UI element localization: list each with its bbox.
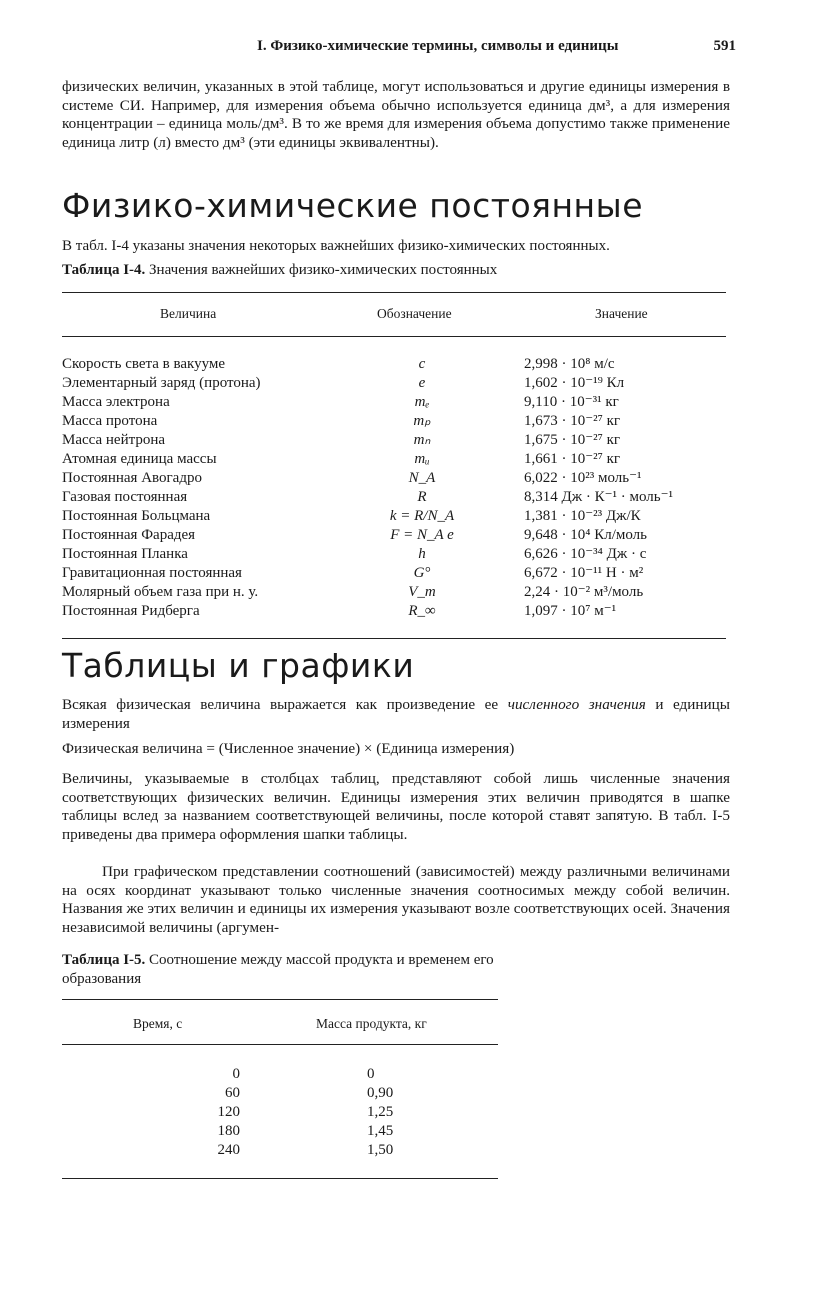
table4-row: [62, 602, 732, 621]
table4-cell-name: Атомная единица массы: [62, 451, 217, 467]
table4-row: [62, 526, 732, 545]
table5-caption-text: Соотношение между массой продукта и временем его образования: [62, 952, 494, 987]
table4-header-value: Значение: [595, 306, 648, 321]
table4-cell-value: 9,110 · 10⁻³¹ кг: [524, 394, 619, 410]
table4-cell-symbol: R_∞: [408, 603, 436, 619]
table4-top-rule: [62, 292, 726, 293]
table5-header-time: Время, с: [133, 1016, 183, 1031]
table5-cell-time: 180: [217, 1123, 240, 1139]
running-head: [62, 38, 736, 60]
table4-row: [62, 507, 732, 526]
table4-cell-value: 2,998 · 10⁸ м/с: [524, 356, 615, 372]
table4-cell-name: Масса нейтрона: [62, 432, 166, 448]
table4-row: [62, 488, 732, 507]
table4-cell-symbol: mᵤ: [414, 451, 430, 467]
table4-cell-name: Постоянная Ридберга: [62, 603, 200, 619]
table5-cell-time: 240: [217, 1142, 240, 1158]
table5-cell-time: 120: [217, 1104, 240, 1120]
tables-paragraph-1-em: численного значения: [507, 696, 646, 713]
intro-paragraph: физических величин, указанных в этой таблице, могут использоваться и другие единицы измерения в системе СИ. Например, для измерения объема обычно используется единица дм³, а для измерения концентрации – единица моль/дм³. В то же время для измерения объема допустимо также применение единица литр (л) вместо дм³ (эти единицы эквивалентны).: [62, 78, 730, 151]
tables-paragraph-2: Величины, указываемые в столбцах таблиц, представляют собой лишь численные значения соответствующих физических величин. Единицы измерения этих величин приводятся в шапке таблицы вслед за названием соответствующей величины, после которой ставят запятую. В табл. I-5 приведены два примера оформления шапки таблицы.: [62, 770, 730, 843]
table4-cell-symbol: N_A: [408, 470, 436, 486]
table4-cell-symbol: R: [417, 489, 427, 505]
table4-row: [62, 564, 732, 583]
table4-row: [62, 355, 732, 374]
table4-cell-symbol: mₚ: [413, 413, 431, 429]
table4-cell-value: 6,672 · 10⁻¹¹ Н · м²: [524, 565, 644, 581]
table4-cell-name: Масса протона: [62, 413, 158, 429]
table4-header-rule: [62, 336, 726, 337]
table5-cell-mass: 0,90: [367, 1085, 394, 1101]
table4-cell-name: Скорость света в вакууме: [62, 356, 226, 372]
table4-cell-name: Постоянная Авогадро: [62, 470, 202, 486]
table4-cell-name: Постоянная Планка: [62, 546, 188, 562]
table4-row: [62, 545, 732, 564]
table4-row: [62, 393, 732, 412]
table4-row: [62, 469, 732, 488]
table4-cell-name: Газовая постоянная: [62, 489, 188, 505]
table4-row: [62, 374, 732, 393]
table5-cell-time: 60: [225, 1085, 240, 1101]
table5-cell-mass: 1,45: [367, 1123, 394, 1139]
table4-cell-value: 1,673 · 10⁻²⁷ кг: [524, 413, 621, 429]
table5-caption: [62, 951, 502, 988]
table4-caption-text: Значения важнейших физико-химических постоянных: [145, 262, 498, 278]
table4-cell-symbol: G°: [413, 565, 431, 581]
table5-cell-time: 0: [232, 1066, 240, 1082]
table4-cell-name: Молярный объем газа при н. у.: [62, 584, 259, 600]
table5-row: [62, 1084, 502, 1103]
section-heading-constants: Физико-химические постоянные: [62, 186, 643, 225]
table4-cell-name: Масса электрона: [62, 394, 170, 410]
table4-caption-label: Таблица I-4.: [62, 262, 146, 278]
table4-cell-name: Постоянная Фарадея: [62, 527, 196, 543]
table4-cell-value: 1,097 · 10⁷ м⁻¹: [524, 603, 617, 619]
table4-cell-symbol: V_m: [408, 584, 436, 600]
table5-row: [62, 1141, 502, 1160]
tables-paragraph-1-a: Всякая физическая величина выражается как произведение ее: [62, 696, 508, 713]
table4-cell-symbol: k = R/N_A: [389, 508, 455, 524]
table4-caption: [62, 261, 732, 280]
table5-bottom-rule: [62, 1178, 498, 1179]
table4-header-quantity: Величина: [160, 306, 217, 321]
table4-cell-symbol: mₙ: [413, 432, 431, 448]
table4-cell-symbol: c: [418, 356, 426, 372]
table4-cell-value: 1,381 · 10⁻²³ Дж/К: [524, 508, 641, 524]
table4-cell-symbol: F = N_A e: [390, 527, 454, 543]
table4-cell-value: 6,626 · 10⁻³⁴ Дж · с: [524, 546, 647, 562]
table4-cell-value: 1,661 · 10⁻²⁷ кг: [524, 451, 621, 467]
table5-cell-mass: 1,50: [367, 1142, 394, 1158]
table4-cell-value: 9,648 · 10⁴ Кл/моль: [524, 527, 648, 543]
table5-row: [62, 1122, 502, 1141]
table4-row: [62, 431, 732, 450]
table4-cell-symbol: mₑ: [414, 394, 430, 410]
table4-cell-name: Элементарный заряд (протона): [62, 375, 261, 391]
table4-cell-name: Гравитационная постоянная: [62, 565, 242, 581]
table4-row: [62, 412, 732, 431]
table4-bottom-rule: [62, 638, 726, 639]
table4-row: [62, 583, 732, 602]
table5-top-rule: [62, 999, 498, 1000]
page-number: 591: [713, 38, 736, 54]
running-head-title: I. Физико-химические термины, символы и единицы: [257, 38, 619, 54]
table5-caption-label: Таблица I-5.: [62, 952, 146, 968]
table4-cell-symbol: e: [418, 375, 426, 391]
table4-cell-value: 2,24 · 10⁻² м³/моль: [524, 584, 644, 600]
table5-row: [62, 1103, 502, 1122]
table4-header-symbol: Обозначение: [377, 306, 452, 321]
table5-row: [62, 1065, 502, 1084]
table5-header-mass: Масса продукта, кг: [316, 1016, 427, 1031]
tables-paragraph-1-b: и единицы измерения: [62, 696, 730, 732]
table5-header-rule: [62, 1044, 498, 1045]
formula-line: Физическая величина = (Численное значение) × (Единица измерения): [62, 740, 515, 757]
table4-row: [62, 450, 732, 469]
table-reference-paragraph: В табл. I-4 указаны значения некоторых важнейших физико-химических постоянных.: [62, 238, 610, 254]
table4-cell-value: 1,602 · 10⁻¹⁹ Кл: [524, 375, 625, 391]
table4-cell-value: 1,675 · 10⁻²⁷ кг: [524, 432, 621, 448]
table4-cell-value: 8,314 Дж · К⁻¹ · моль⁻¹: [524, 489, 674, 505]
graphs-paragraph: При графическом представлении соотношений (зависимостей) между различными величинами на осях координат указывают только численные значения соотносимых между собой величин. Названия же этих величин и единицы их измерения указывают возле соответствующих осей. Значения независимой величины (аргумен-: [62, 863, 730, 936]
table5-cell-mass: 1,25: [367, 1104, 394, 1120]
table5-cell-mass: 0: [367, 1066, 375, 1082]
tables-paragraph-1: [62, 696, 730, 733]
section-heading-tables: Таблицы и графики: [62, 646, 415, 685]
table4-cell-symbol: h: [418, 546, 426, 562]
table4-cell-value: 6,022 · 10²³ моль⁻¹: [524, 470, 642, 486]
table4-cell-name: Постоянная Больцмана: [62, 508, 211, 524]
